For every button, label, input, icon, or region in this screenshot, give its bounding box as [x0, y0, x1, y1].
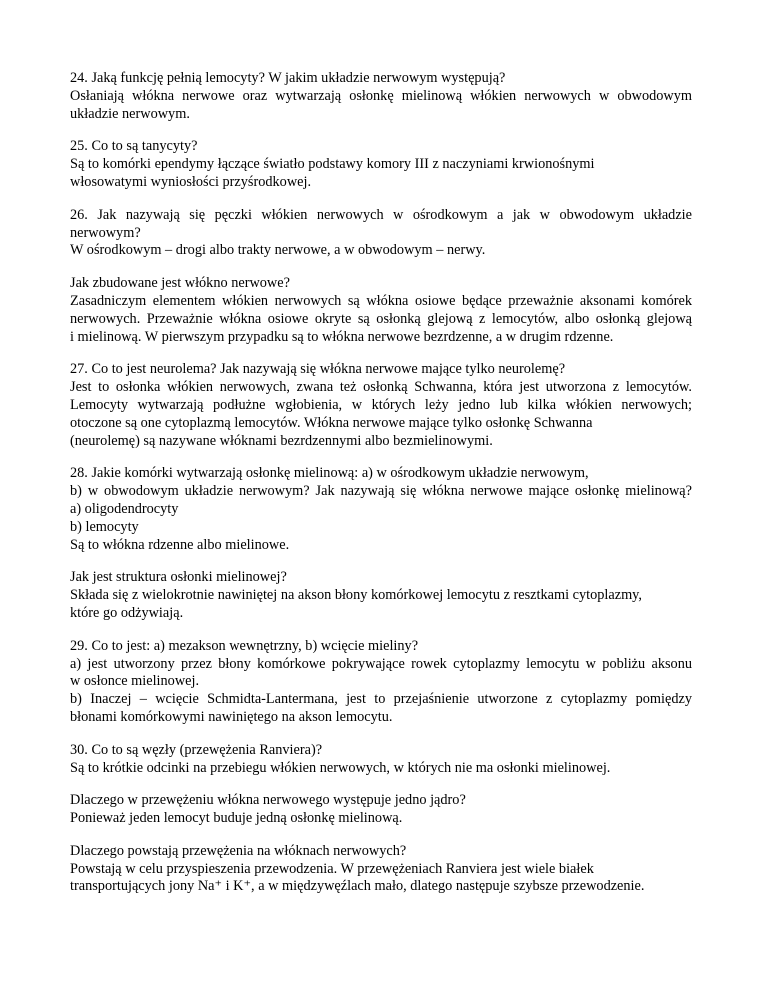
- text-line: Ponieważ jeden lemocyt buduje jedną osłonkę mielinową.: [70, 810, 403, 827]
- text-line: nerwowym?: [70, 224, 141, 241]
- text-line: w osłonce mielinowej.: [70, 673, 200, 690]
- text-line: W ośrodkowym – drogi albo trakty nerwowe, a w obwodowym – nerwy.: [70, 242, 486, 259]
- text-line: transportujących jony Na⁺ i K⁺, a w międzywęźlach mało, dlatego następuje szybsze przewodzenie.: [70, 878, 645, 895]
- text-line: 24. Jaką funkcję pełnią lemocyty? W jakim układzie nerwowym występują?: [70, 70, 506, 86]
- text-line: b) Inaczej – wcięcie Schmidta-Lantermana, jest to przejaśnienie utworzone z cytoplazmy pomiędzy: [70, 691, 692, 708]
- text-line: a) jest utworzony przez błony komórkowe pokrywające rowek cytoplazmy lemocytu w pobliżu aksonu: [70, 655, 692, 672]
- text-line: (neurolemę) są nazywane włóknami bezrdzennymi albo bezmielinowymi.: [70, 432, 493, 449]
- qa-block: [70, 569, 692, 622]
- text-line: które go odżywiają.: [70, 604, 184, 621]
- text-line: a) oligodendrocyty: [70, 500, 179, 517]
- text-line: b) lemocyty: [70, 518, 139, 535]
- text-line: Osłaniają włókna nerwowe oraz wytwarzają osłonkę mielinową włókien nerwowych w obwodowym: [70, 87, 692, 104]
- text-line: Dlaczego w przewężeniu włókna nerwowego występuje jedno jądro?: [70, 792, 466, 809]
- qa-block: [70, 361, 692, 450]
- text-line: Jak jest struktura osłonki mielinowej?: [70, 569, 287, 586]
- text-line: b) w obwodowym układzie nerwowym? Jak nazywają się włókna nerwowe mające osłonkę mielinową?: [70, 483, 692, 500]
- text-line: Powstają w celu przyspieszenia przewodzenia. W przewężeniach Ranviera jest wiele białek: [70, 860, 594, 877]
- text-line: układzie nerwowym.: [70, 105, 190, 122]
- text-line: 26. Jak nazywają się pęczki włókien nerwowych w ośrodkowym a jak w obwodowym układzie: [70, 206, 692, 223]
- text-line: błonami komórkowymi nawiniętego na akson lemocytu.: [70, 708, 393, 725]
- text-line: 30. Co to są węzły (przewężenia Ranviera)?: [70, 741, 323, 758]
- text-line: Lemocyty wytwarzają podłużne wgłobienia, w których leży jedno lub kilka włókien nerwowych;: [70, 396, 692, 413]
- text-line: otoczone są one cytoplazmą lemocytów. Włókna nerwowe mające tylko osłonkę Schwanna: [70, 414, 593, 431]
- text-line: włosowatymi wyniosłości przyśrodkowej.: [70, 173, 312, 190]
- text-line: Są to włókna rdzenne albo mielinowe.: [70, 536, 290, 553]
- text-line: 27. Co to jest neurolema? Jak nazywają się włókna nerwowe mające tylko neurolemę?: [70, 361, 566, 378]
- text-line: nerwowych. Przeważnie włókna osiowe okryte są osłonką glejową z lemocytów, albo osłonką glejową: [70, 310, 692, 327]
- document-content: [70, 70, 692, 896]
- qa-block: [70, 638, 692, 727]
- qa-block: [70, 742, 692, 778]
- qa-block: [70, 465, 692, 554]
- text-line: 28. Jakie komórki wytwarzają osłonkę mielinową: a) w ośrodkowym układzie nerwowym,: [70, 465, 589, 482]
- text-line: Dlaczego powstają przewężenia na włóknach nerwowych?: [70, 842, 407, 859]
- text-line: Są to komórki ependymy łączące światło podstawy komory III z naczyniami krwionośnymi: [70, 156, 595, 173]
- qa-block: [70, 207, 692, 260]
- qa-block: [70, 275, 692, 346]
- qa-block: [70, 138, 692, 191]
- qa-block: [70, 792, 692, 828]
- text-line: Jest to osłonka włókien nerwowych, zwana też osłonką Schwanna, która jest utworzona z lemocytów.: [70, 379, 692, 396]
- text-line: Jak zbudowane jest włókno nerwowe?: [70, 275, 290, 292]
- text-line: Zasadniczym elementem włókien nerwowych są włókna osiowe będące przeważnie aksonami komórek: [70, 292, 692, 309]
- text-line: 29. Co to jest: a) mezakson wewnętrzny, b) wcięcie mieliny?: [70, 637, 419, 654]
- text-line: i mielinową. W pierwszym przypadku są to włókna nerwowe bezrdzenne, a w drugim rdzenne.: [70, 328, 614, 345]
- text-line: Są to krótkie odcinki na przebiegu włókien nerwowych, w których nie ma osłonki mielinowej.: [70, 759, 611, 776]
- text-line: Składa się z wielokrotnie nawiniętej na akson błony komórkowej lemocytu z resztkami cytoplazmy,: [70, 587, 642, 604]
- qa-block: [70, 843, 692, 896]
- qa-block: [70, 70, 692, 123]
- text-line: 25. Co to są tanycyty?: [70, 138, 198, 155]
